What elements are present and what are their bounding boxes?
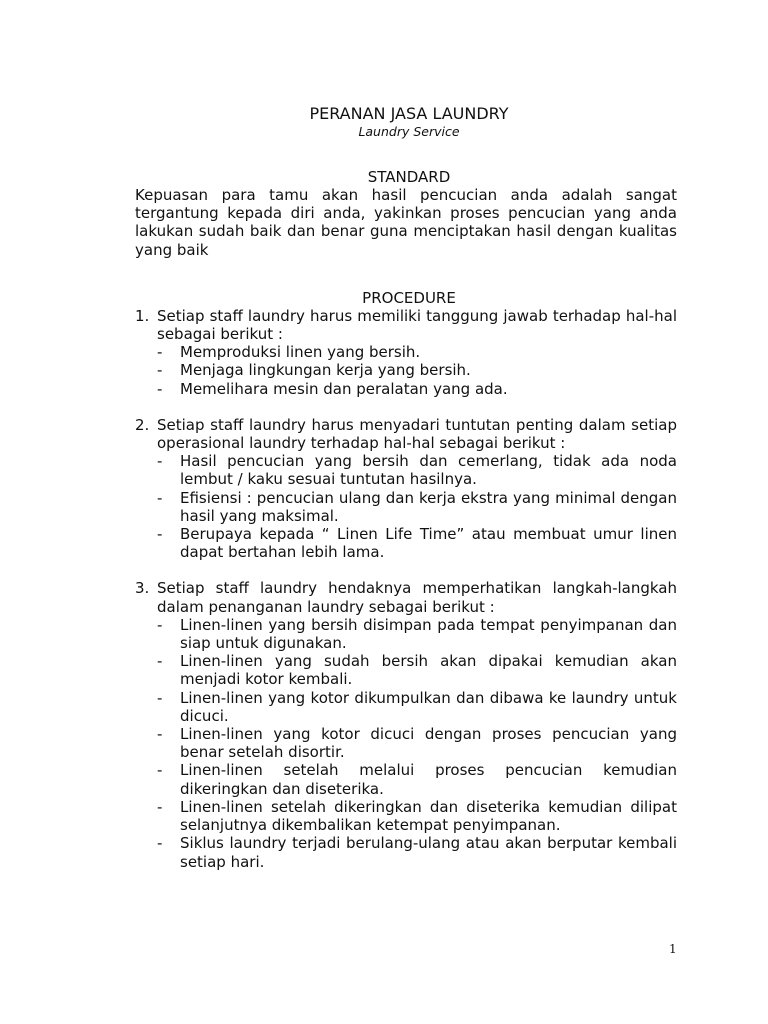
bullet-item: [157, 452, 677, 488]
bullet-marker: -: [157, 452, 163, 471]
bullet-text: Linen-linen yang kotor dicuci dengan proses pencucian yang benar setelah disortir.: [180, 725, 677, 762]
bullet-text: Memelihara mesin dan peralatan yang ada.: [180, 379, 508, 398]
bullet-marker: -: [157, 761, 163, 780]
bullet-item: [157, 834, 677, 870]
bullet-marker: -: [157, 797, 163, 816]
bullet-item: [157, 380, 677, 398]
bullet-marker: -: [157, 652, 163, 671]
bullet-marker: -: [157, 525, 163, 544]
procedure-number: 3.: [135, 579, 150, 598]
bullet-text: Efisiensi : pencucian ulang dan kerja ekstra yang minimal dengan hasil yang maksimal.: [180, 488, 677, 525]
procedure-body: [157, 307, 677, 398]
procedure-item: [135, 579, 677, 870]
bullet-text: Linen-linen setelah dikeringkan dan diseterika kemudian dilipat selanjutnya dikembalikan ketempat penyimpanan.: [180, 797, 677, 835]
standard-heading: STANDARD: [367, 168, 451, 186]
bullet-marker: -: [157, 725, 163, 744]
procedure-body: [157, 416, 677, 562]
bullet-marker: -: [157, 343, 163, 362]
document-title: PERANAN JASA LAUNDRY: [309, 104, 509, 123]
bullet-list: [157, 616, 677, 871]
procedure-list: [135, 307, 677, 871]
bullet-text: Linen-linen setelah melalui proses pencucian kemudian dikeringkan dan diseterika.: [180, 761, 677, 798]
bullet-text: Berupaya kepada “ Linen Life Time” atau membuat umur linen dapat bertahan lebih lama.: [180, 525, 677, 562]
bullet-item: [157, 525, 677, 561]
bullet-list: [157, 452, 677, 561]
bullet-item: [157, 343, 677, 361]
procedure-number: 1.: [135, 306, 150, 325]
procedure-body: [157, 579, 677, 870]
bullet-text: Memproduksi linen yang bersih.: [180, 343, 421, 362]
bullet-marker: -: [157, 615, 163, 634]
document-subtitle: Laundry Service: [358, 124, 460, 139]
bullet-marker: -: [157, 488, 163, 507]
bullet-text: Linen-linen yang bersih disimpan pada tempat penyimpanan dan siap untuk digunakan.: [180, 615, 677, 653]
bullet-marker: -: [157, 379, 163, 398]
bullet-text: Hasil pencucian yang bersih dan cemerlang, tidak ada noda lembut / kaku sesuai tuntutan hasilnya.: [180, 452, 677, 489]
bullet-item: [157, 489, 677, 525]
bullet-marker: -: [157, 688, 163, 707]
bullet-marker: -: [157, 834, 163, 853]
bullet-list: [157, 343, 677, 398]
bullet-item: [157, 761, 677, 797]
bullet-item: [157, 798, 677, 834]
bullet-item: [157, 652, 677, 688]
procedure-number: 2.: [135, 415, 150, 434]
bullet-text: Siklus laundry terjadi berulang-ulang atau akan berputar kembali setiap hari.: [180, 834, 677, 871]
bullet-item: [157, 616, 677, 652]
procedure-item: [135, 307, 677, 398]
procedure-text: Setiap staff laundry harus menyadari tuntutan penting dalam setiap operasional laundry terhadap hal-hal sebagai berikut :: [157, 415, 677, 453]
page-content: [135, 104, 677, 871]
procedure-item: [135, 416, 677, 562]
standard-paragraph: Kepuasan para tamu akan hasil pencucian anda adalah sangat tergantung kepada diri anda, yakinkan proses pencucian yang anda lakukan sudah baik dan benar guna menciptakan hasil dengan kualitas yang baik: [135, 186, 677, 259]
procedure-text: Setiap staff laundry harus memiliki tanggung jawab terhadap hal-hal sebagai berikut :: [157, 306, 677, 344]
bullet-item: [157, 725, 677, 761]
bullet-text: Linen-linen yang sudah bersih akan dipakai kemudian akan menjadi kotor kembali.: [180, 652, 677, 689]
bullet-text: Linen-linen yang kotor dikumpulkan dan dibawa ke laundry untuk dicuci.: [180, 688, 677, 725]
page-number: 1: [669, 942, 677, 956]
bullet-item: [157, 689, 677, 725]
bullet-item: [157, 361, 677, 379]
procedure-heading: PROCEDURE: [362, 288, 456, 307]
bullet-marker: -: [157, 361, 163, 380]
bullet-text: Menjaga lingkungan kerja yang bersih.: [180, 361, 471, 380]
procedure-text: Setiap staff laundry hendaknya memperhatikan langkah-langkah dalam penanganan laundry sebagai berikut :: [157, 579, 677, 616]
